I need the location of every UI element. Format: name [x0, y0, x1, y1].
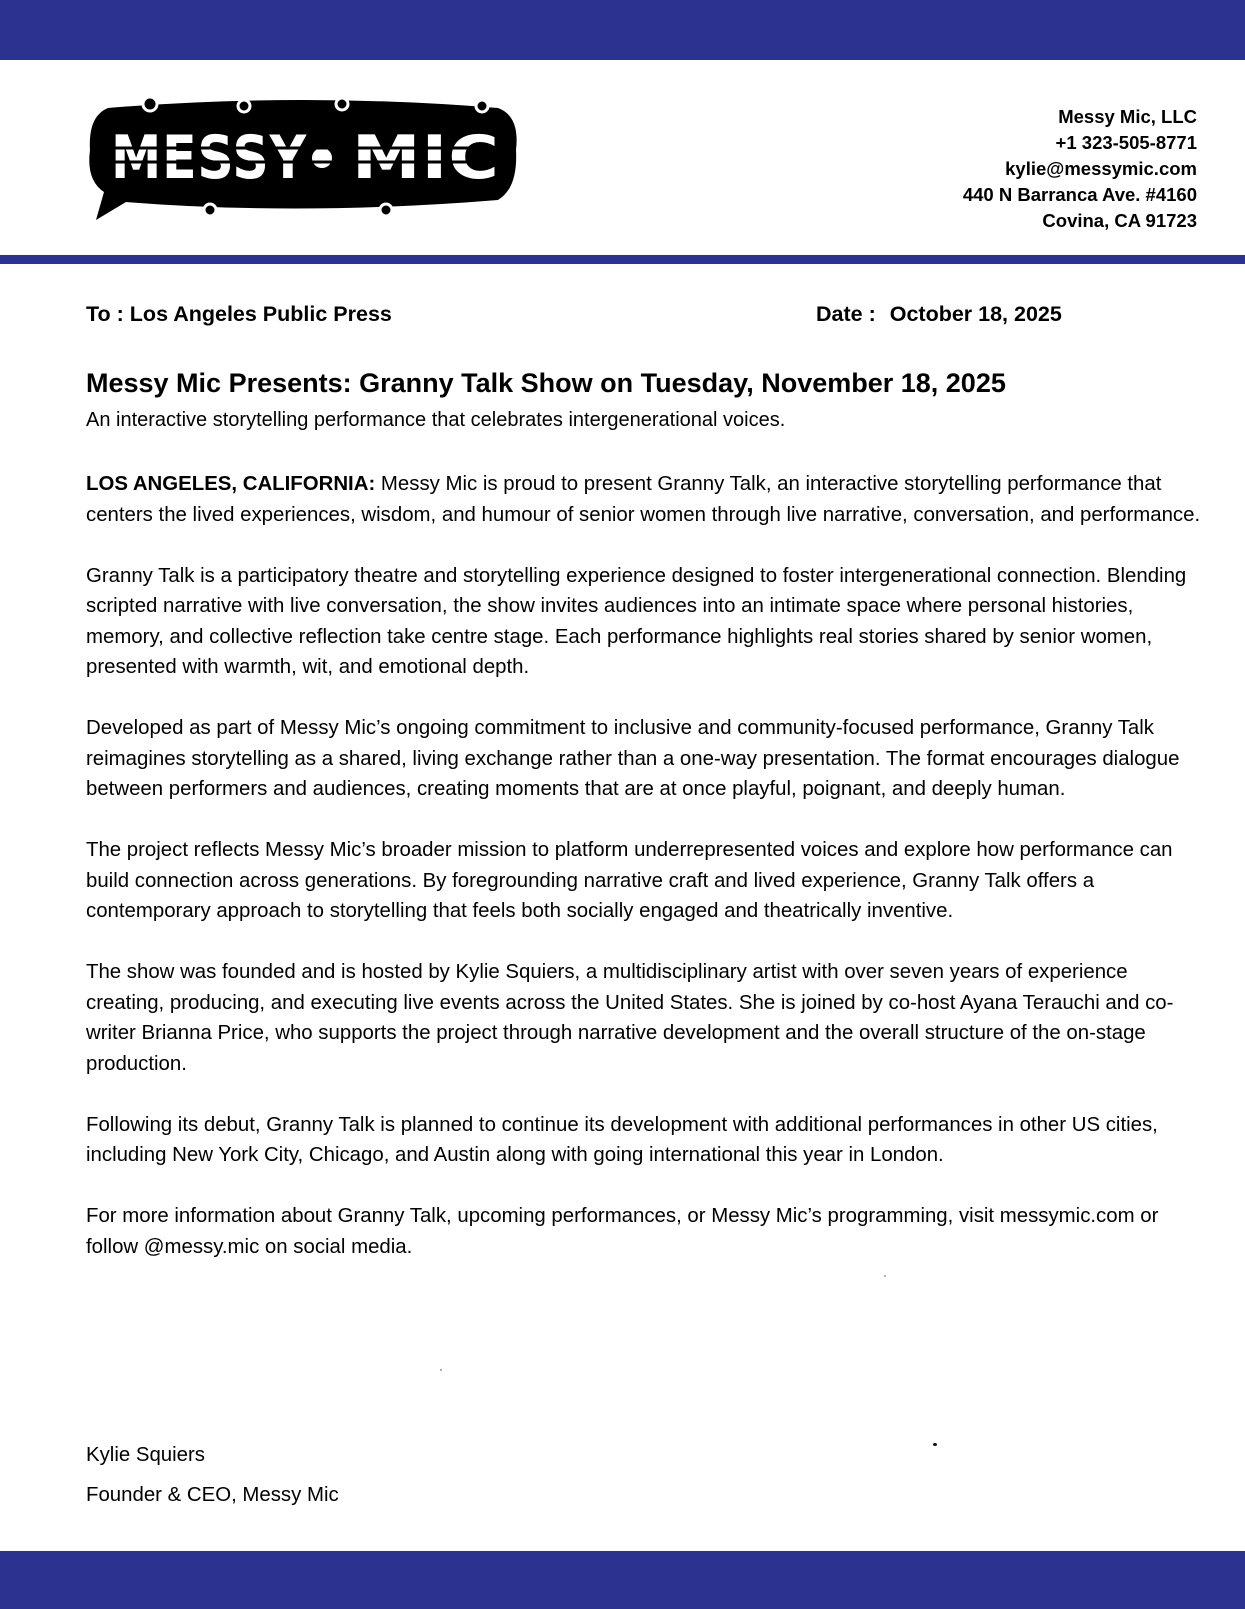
date-label: Date :	[816, 302, 876, 326]
header-band	[0, 0, 1245, 60]
header-divider	[0, 255, 1245, 264]
recipient-line	[86, 302, 392, 327]
paragraph-1	[86, 469, 1206, 530]
paragraph-7: For more information about Granny Talk, upcoming performances, or Messy Mic’s programming, visit messymic.com or follow @messy.mic on social media.	[86, 1205, 1159, 1258]
contact-block	[963, 104, 1197, 234]
paragraph-2: Granny Talk is a participatory theatre and storytelling experience designed to foster intergenerational connection. Blending scripted narrative with live conversation, the show invites audiences into an intimate space where personal histories, memory, and collective reflection take centre stage. Each performance highlights real stories shared by senior women, presented with warmth, wit, and emotional depth.	[86, 564, 1187, 678]
scan-speck	[933, 1443, 937, 1446]
messy-mic-logo	[86, 96, 518, 220]
to-label: To :	[86, 302, 124, 326]
to-value: Los Angeles Public Press	[129, 302, 392, 326]
signoff-name: Kylie Squiers	[86, 1444, 205, 1466]
dateline: LOS ANGELES, CALIFORNIA:	[86, 473, 376, 495]
address-line-1: 440 N Barranca Ave. #4160	[962, 184, 1197, 205]
contact-phone: +1 323-505-8771	[1055, 132, 1197, 153]
footer-band	[0, 1551, 1245, 1609]
paragraph-4: The project reflects Messy Mic’s broader mission to platform underrepresented voices and explore how performance can build connection across generations. By foregrounding narrative craft and lived experience, Granny Talk offers a contemporary approach to storytelling that feels both socially engaged and theatrically inventive.	[86, 839, 1173, 922]
press-release-body	[86, 469, 1206, 1293]
logo-text-right: MIC	[352, 123, 500, 193]
company-name: Messy Mic, LLC	[1058, 106, 1197, 127]
scan-speck	[884, 1275, 886, 1277]
contact-email: kylie@messymic.com	[1005, 158, 1197, 179]
address-line-2: Covina, CA 91723	[1042, 210, 1197, 231]
paragraph-5: The show was founded and is hosted by Kylie Squiers, a multidisciplinary artist with over seven years of experience creating, producing, and executing live events across the United States. She is joined by co-host Ayana Terauchi and co-writer Brianna Price, who supports the project through narrative development and the overall structure of the on-stage production.	[86, 961, 1174, 1075]
subheadline: An interactive storytelling performance that celebrates intergenerational voices.	[86, 409, 786, 431]
paragraph-6: Following its debut, Granny Talk is planned to continue its development with additional performances in other US cities, including New York City, Chicago, and Austin along with going international this year in London.	[86, 1113, 1158, 1166]
logo-text-left: MESSY	[111, 123, 308, 193]
paragraph-1-text: Messy Mic is proud to present Granny Talk, an interactive storytelling performance that centers the lived experiences, wisdom, and humour of senior women through live narrative, conversation, and performance.	[86, 473, 1201, 526]
date-line	[816, 302, 1062, 327]
scan-speck	[440, 1369, 442, 1371]
signoff-title: Founder & CEO, Messy Mic	[86, 1484, 339, 1506]
paragraph-3: Developed as part of Messy Mic’s ongoing commitment to inclusive and community-focused performance, Granny Talk reimagines storytelling as a shared, living exchange rather than a one-way presentation. The format encourages dialogue between performers and audiences, creating moments that are at once playful, poignant, and deeply human.	[86, 717, 1180, 800]
headline: Messy Mic Presents: Granny Talk Show on Tuesday, November 18, 2025	[86, 368, 1006, 398]
date-value: October 18, 2025	[889, 302, 1062, 326]
